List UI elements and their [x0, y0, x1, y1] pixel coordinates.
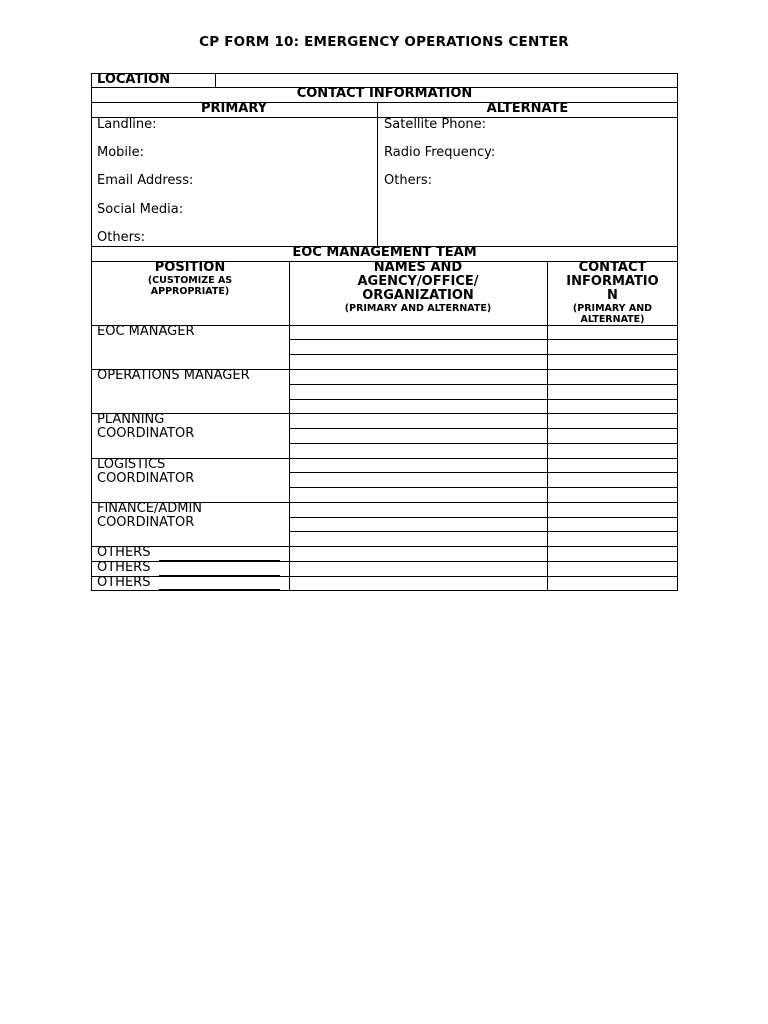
primary-header: PRIMARY — [200, 101, 268, 116]
rule — [91, 576, 678, 577]
eoc-team-header: EOC MANAGEMENT TEAM — [292, 245, 477, 260]
contact-info-header: CONTACT INFORMATION — [296, 86, 473, 101]
contact-header-line2: INFORMATIO — [566, 274, 659, 289]
position-eoc-manager: EOC MANAGER — [97, 324, 195, 339]
radio-frequency-label: Radio Frequency: — [384, 145, 496, 160]
email-label: Email Address: — [97, 173, 194, 188]
contact-note-line1: (PRIMARY AND — [572, 303, 653, 314]
names-header-line2: AGENCY/OFFICE/ — [357, 274, 479, 289]
form-title: CP FORM 10: EMERGENCY OPERATIONS CENTER — [199, 34, 569, 50]
names-header-line3: ORGANIZATION — [362, 288, 474, 303]
location-label: LOCATION — [97, 72, 171, 87]
mobile-label: Mobile: — [97, 145, 145, 160]
subrow-rule — [289, 428, 678, 429]
rule — [91, 458, 678, 459]
contact-divider — [377, 102, 378, 247]
position-logistics-line1: LOGISTICS — [97, 457, 166, 472]
position-logistics-line2: COORDINATOR — [97, 471, 195, 486]
names-header-line1: NAMES AND — [373, 260, 463, 275]
position-planning-line1: PLANNING — [97, 412, 165, 427]
social-media-label: Social Media: — [97, 202, 184, 217]
others-blank-2[interactable] — [159, 575, 280, 576]
position-planning-line2: COORDINATOR — [97, 426, 195, 441]
rule — [91, 502, 678, 503]
others-blank-3[interactable] — [159, 589, 280, 590]
rule — [91, 369, 678, 370]
subrow-rule — [289, 531, 678, 532]
others-row-2: OTHERS — [97, 560, 151, 575]
contact-header-line3: N — [607, 288, 618, 303]
satellite-phone-label: Satellite Phone: — [384, 117, 487, 132]
contact-header-line1: CONTACT — [578, 260, 647, 275]
rule — [91, 561, 678, 562]
eoc-form — [91, 73, 678, 591]
position-operations-manager: OPERATIONS MANAGER — [97, 368, 250, 383]
subrow-rule — [289, 339, 678, 340]
others-row-3: OTHERS — [97, 575, 151, 590]
names-note: (PRIMARY AND ALTERNATE) — [344, 303, 492, 314]
subrow-rule — [289, 487, 678, 488]
rule — [91, 546, 678, 547]
subrow-rule — [289, 384, 678, 385]
subrow-rule — [289, 354, 678, 355]
alternate-header: ALTERNATE — [486, 101, 569, 116]
primary-others-label: Others: — [97, 230, 146, 245]
subrow-rule — [289, 443, 678, 444]
position-note: (CUSTOMIZE AS APPROPRIATE) — [147, 275, 233, 297]
contact-note-line2: ALTERNATE) — [580, 314, 645, 325]
alternate-others-label: Others: — [384, 173, 433, 188]
subrow-rule — [289, 472, 678, 473]
rule — [91, 413, 678, 414]
subrow-rule — [289, 517, 678, 518]
position-finance-line1: FINANCE/ADMIN — [97, 501, 203, 516]
position-finance-line2: COORDINATOR — [97, 515, 195, 530]
landline-label: Landline: — [97, 117, 157, 132]
others-row-1: OTHERS — [97, 545, 151, 560]
others-blank-1[interactable] — [159, 560, 280, 561]
subrow-rule — [289, 399, 678, 400]
position-header: POSITION — [154, 260, 226, 275]
